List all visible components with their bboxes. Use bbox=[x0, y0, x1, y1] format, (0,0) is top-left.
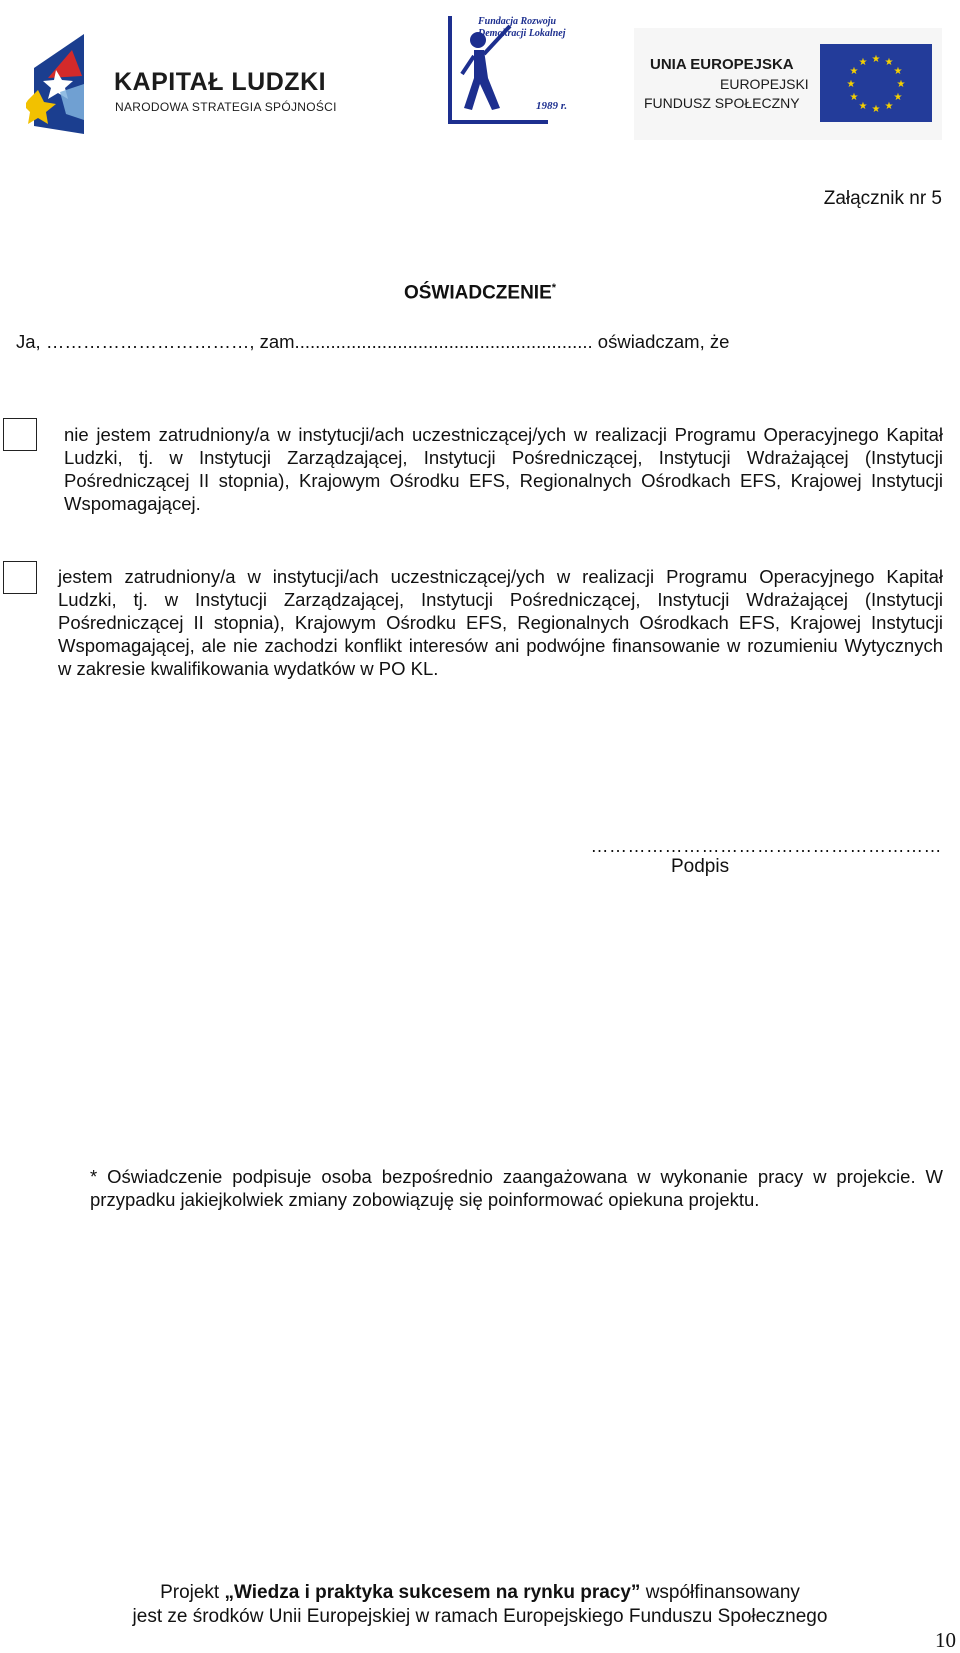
kapital-ludzki-subtitle: NARODOWA STRATEGIA SPÓJNOŚCI bbox=[115, 100, 337, 114]
svg-text:★: ★ bbox=[884, 101, 894, 112]
svg-text:★: ★ bbox=[896, 79, 906, 90]
svg-text:★: ★ bbox=[884, 57, 894, 68]
ue-line2: EUROPEJSKI bbox=[720, 76, 809, 92]
document-title bbox=[0, 282, 960, 304]
fundacja-year: 1989 r. bbox=[536, 100, 568, 112]
checkbox-not-employed[interactable] bbox=[3, 418, 37, 451]
svg-text:★: ★ bbox=[846, 79, 856, 90]
svg-text:★: ★ bbox=[893, 66, 903, 77]
fundacja-name: Fundacja Rozwoju Demokracji Lokalnej bbox=[478, 16, 566, 39]
svg-text:★: ★ bbox=[871, 104, 881, 115]
signature-label: Podpis bbox=[671, 856, 730, 877]
title-footnote-marker: * bbox=[551, 282, 557, 294]
kapital-ludzki-title: KAPITAŁ LUDZKI bbox=[114, 68, 327, 96]
option-employed-text: jestem zatrudniony/a w instytucji/ach uczestniczącej/ych w realizacji Programu Operacyjnego Kapitał Ludzki, tj. w Instytucji Zarządzającej, Instytucji Pośredniczącej, Instytucji Wdrażającej (Instytucji Pośredniczącej II stopnia), Krajowym Ośrodku EFS, Regionalnych Ośrodkach EFS, Krajowej Instytucji Wspomagającej, ale nie zachodzi konflikt interesów ani podwójne finansowanie w rozumieniu Wytycznych w zakresie kwalifikowania wydatków w PO KL. bbox=[58, 566, 943, 679]
signature-line: ………………………………………………… bbox=[590, 836, 942, 856]
footnote: * Oświadczenie podpisuje osoba bezpośrednio zaangażowana w wykonanie pracy w projekcie. W przypadku jakiejkolwiek zmiany zobowiązuję się poinformować opiekuna projektu. bbox=[90, 1166, 943, 1210]
svg-text:★: ★ bbox=[858, 57, 868, 68]
footer-suffix: współfinansowany bbox=[640, 1582, 800, 1603]
declaration-intro: Ja, ……………………………, zam.......................................................... oświadczam, że bbox=[16, 331, 730, 352]
svg-text:★: ★ bbox=[893, 92, 903, 103]
checkbox-employed[interactable] bbox=[3, 561, 37, 594]
svg-text:★: ★ bbox=[858, 101, 868, 112]
page-number: 10 bbox=[935, 1628, 956, 1652]
ue-line3: FUNDUSZ SPOŁECZNY bbox=[644, 95, 800, 111]
footer-project-line bbox=[0, 1582, 960, 1604]
document-title-text: OŚWIADCZENIE bbox=[403, 282, 552, 304]
ue-line1: UNIA EUROPEJSKA bbox=[650, 56, 794, 73]
svg-text:★: ★ bbox=[849, 66, 859, 77]
footer-prefix: Projekt bbox=[160, 1582, 225, 1603]
kapital-ludzki-logo bbox=[26, 30, 346, 140]
unia-europejska-logo bbox=[634, 28, 942, 140]
svg-text:★: ★ bbox=[849, 92, 859, 103]
footer-funding-line: jest ze środków Unii Europejskiej w ramach Europejskiego Funduszu Społecznego bbox=[132, 1606, 828, 1627]
eu-flag-icon bbox=[820, 44, 932, 122]
attachment-label: Załącznik nr 5 bbox=[823, 188, 942, 209]
kapital-ludzki-emblem-icon bbox=[26, 30, 112, 140]
footer-project-name: „Wiedza i praktyka sukcesem na rynku pracy” bbox=[224, 1582, 641, 1603]
option-not-employed-text: nie jestem zatrudniony/a w instytucji/ach uczestniczącej/ych w realizacji Programu Operacyjnego Kapitał Ludzki, tj. w Instytucji Zarządzającej, Instytucji Pośredniczącej, Instytucji Wdrażającej (Instytucji Pośredniczącej II stopnia), Krajowym Ośrodku EFS, Regionalnych Ośrodkach EFS, Krajowej Instytucji Wspomagającej. bbox=[64, 424, 943, 514]
fundacja-logo bbox=[448, 12, 588, 127]
svg-text:★: ★ bbox=[871, 54, 881, 65]
